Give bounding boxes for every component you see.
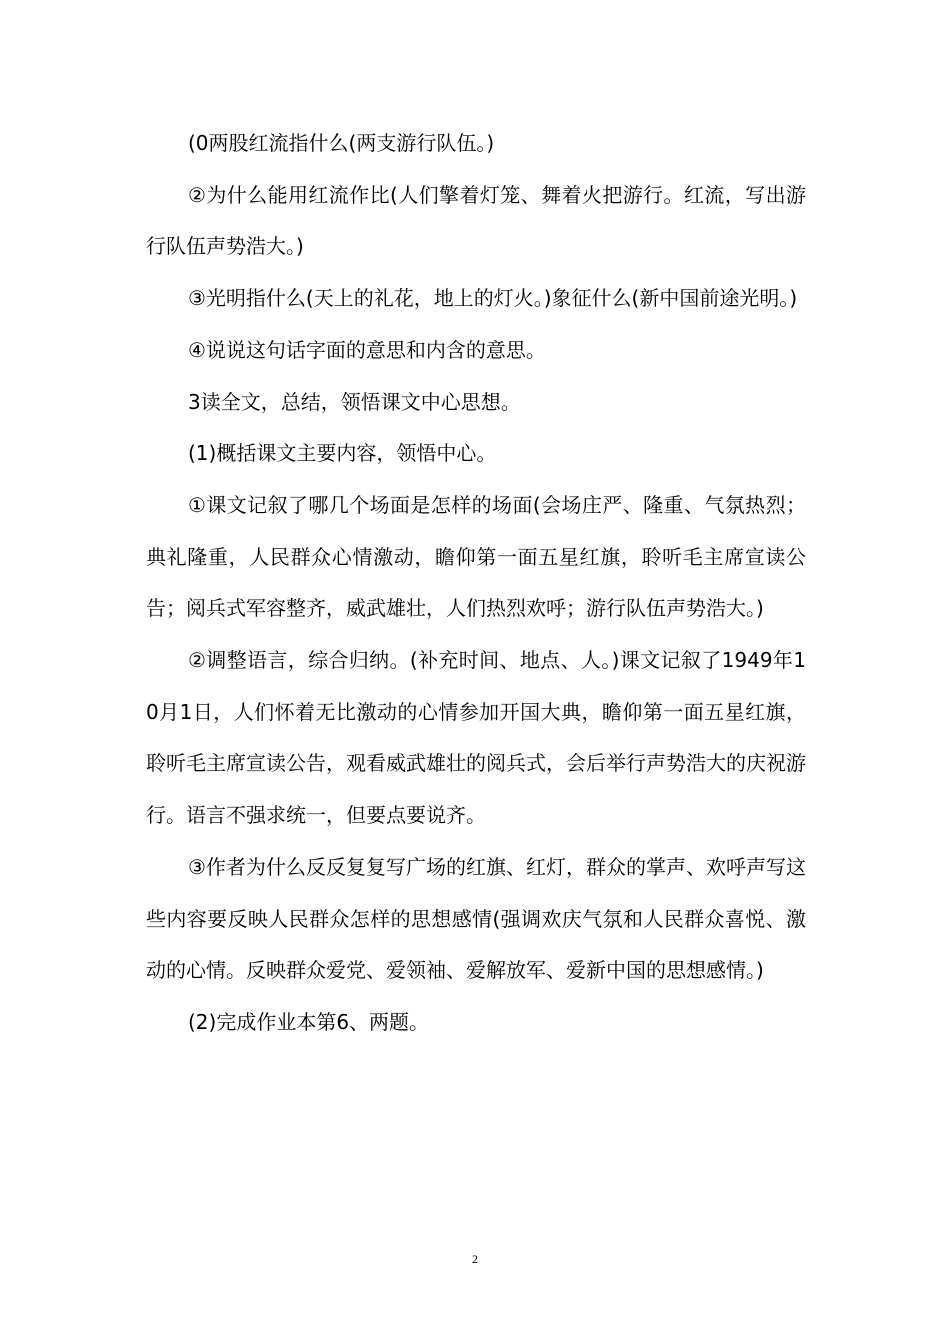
paragraph-question-1: (0两股红流指什么(两支游行队伍。) <box>188 131 495 155</box>
document-body <box>146 118 806 1049</box>
paragraph-summary: ②调整语言，综合归纳。(补充时间、地点、人。)课文记叙了1949年10月1日，人们怀着无比激动的心情参加开国大典，瞻仰第一面五星红旗，聆听毛主席宣读公告，观看威武雄壮的阅兵式，会后举行声势浩大的庆祝游行。语言不强求统一，但要点要说齐。 <box>146 648 806 828</box>
paragraph-homework: (2)完成作业本第6、两题。 <box>188 1009 430 1034</box>
paragraph-question-3: ③光明指什么(天上的礼花，地上的灯火。)象征什么(新中国前途光明。) <box>188 286 798 311</box>
paragraph-question-4: ④说说这句话字面的意思和内含的意思。 <box>188 337 546 362</box>
paragraph-step-3: 3读全文，总结，领悟课文中心思想。 <box>188 389 521 414</box>
paragraph-summary-heading: (1)概括课文主要内容，领悟中心。 <box>188 441 497 466</box>
paragraph-question-2: ②为什么能用红流作比(人们擎着灯笼、舞着火把游行。红流，写出游行队伍声势浩大。) <box>146 182 806 259</box>
paragraph-scenes: ①课文记叙了哪几个场面是怎样的场面(会场庄严、隆重、气氛热烈；典礼隆重，人民群众心情激动，瞻仰第一面五星红旗，聆听毛主席宣读公告；阅兵式军容整齐，威武雄壮，人们热烈欢呼；游行队伍声势浩大。) <box>146 492 806 621</box>
page-number: 2 <box>472 1252 478 1266</box>
paragraph-author-intent: ③作者为什么反反复复写广场的红旗、红灯，群众的掌声、欢呼声写这些内容要反映人民群众怎样的思想感情(强调欢庆气氛和人民群众喜悦、激动的心情。反映群众爱党、爱领袖、爱解放军、爱新中国的思想感情。) <box>146 854 806 983</box>
